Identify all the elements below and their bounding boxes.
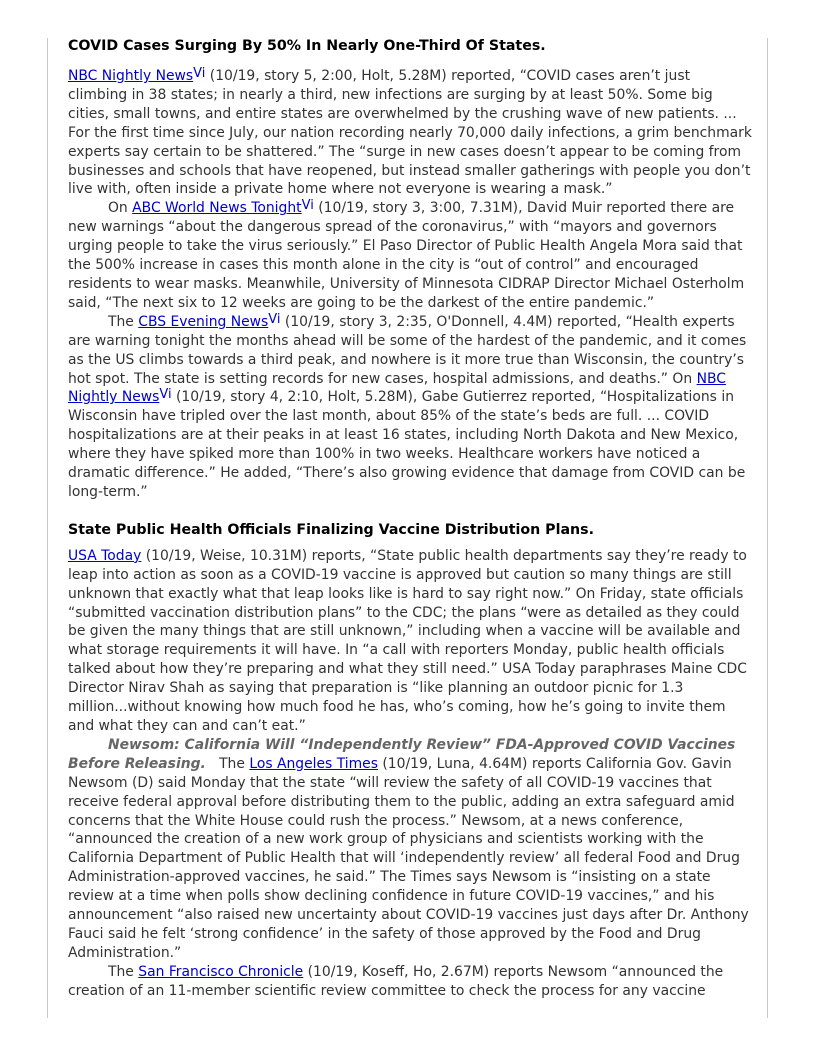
- paragraph-text: (10/19, story 4, 2:10, Holt, 5.28M), Gabe Gutierrez reported, “Hospitalizations in Wisconsin have tripled over the last month, about 85% of the state’s beds are full. ... COVID hospitalizations are at their peaks in at least 16 states, including North Dakota and New Mexico, where they have spiked more than 100% in two weeks. Healthcare workers have noticed a dramatic difference.” He added, “There’s also growing evidence that damage from COVID can be long-term.”: [68, 389, 746, 500]
- source-link-nbc-nightly-news-2[interactable]: NBC Nightly News: [68, 370, 726, 406]
- source-link-nbc-nightly-news[interactable]: NBC Nightly News: [68, 68, 194, 84]
- page-content: [68, 36, 752, 1001]
- paragraph-sf-chronicle: [68, 963, 752, 1001]
- paragraph-text: (10/19, Luna, 4.64M) reports California Gov. Gavin Newsom (D) said Monday that the state “will review the safety of all COVID-19 vaccines that receive federal approval before distributing them to the public, adding an extra safeguard amid concerns that the White House could rush the process.” Newsom, at a news conference, “announced the creation of a new work group of physicians and scientists working with the California Department of Public Health that will ‘independently review’ all federal Food and Drug Administration-approved vaccines, he said.” The Times says Newsom is “insisting on a state review at a time when polls show declining confidence in future COVID-19 vaccines,” and his announcement “also raised new uncertainty about COVID-19 vaccines just days after Dr. Anthony Fauci said he felt ‘strong confidence’ in the safety of those approved by the Food and Drug Administration.”: [68, 755, 749, 961]
- video-marker[interactable]: Vi: [193, 66, 206, 81]
- paragraph-lead: The: [205, 755, 250, 772]
- paragraph-text: (10/19, story 3, 2:35, O'Donnell, 4.4M) reported, “Health experts are warning tonight the months ahead will be some of the hardest of the pandemic, and it comes as the US climbs towards a third peak, and nowhere is it more true than Wisconsin, the country’s hot spot. The state is setting records for new cases, hospital admissions, and deaths.” On: [68, 313, 747, 387]
- paragraph-text: (10/19, story 5, 2:00, Holt, 5.28M) reported, “COVID cases aren’t just climbing in 38 states; in nearly a third, new infections are surging by at least 50%. Some big cities, small towns, and entire states are overwhelmed by the crushing wave of new patients. ... For the first time since July, our nation recording nearly 70,000 daily infections, a grim benchmark experts say certain to be shattered.” The “surge in new cases doesn’t appear to be coming from businesses and schools that have reopened, but instead smaller gatherings with people you don’t live with, often inside a private home where not everyone is wearing a mask.”: [68, 68, 752, 198]
- paragraph-cbs-wisconsin: [68, 313, 752, 502]
- section-heading-covid-surge: COVID Cases Surging By 50% In Nearly One-Third Of States.: [68, 38, 546, 54]
- subheading-newsom: Newsom: California Will “Independently Review” FDA-Approved COVID Vaccines Before Releasing.: [68, 736, 736, 772]
- paragraph-text: (10/19, Koseff, Ho, 2.67M) reports Newsom “announced the creation of an 11-member scientific review committee to check the process for any vaccine: [68, 963, 724, 999]
- paragraph-text: (10/19, story 3, 3:00, 7.31M), David Muir reported there are new warnings “about the dangerous spread of the coronavirus,” with “mayors and governors urging people to take the virus seriously.” El Paso Director of Public Health Angela Mora said that the 500% increase in cases this month alone in the city is “out of control” and encouraged residents to wear masks. Meanwhile, University of Minnesota CIDRAP Director Michael Osterholm said, “The next six to 12 weeks are going to be the darkest of the entire pandemic.”: [68, 200, 745, 311]
- source-link-usa-today[interactable]: USA Today: [68, 547, 142, 564]
- section-heading-vaccine-plans: State Public Health Officials Finalizing Vaccine Distribution Plans.: [68, 521, 594, 538]
- video-marker[interactable]: Vi: [301, 198, 314, 214]
- source-link-abc-world-news-tonight[interactable]: ABC World News Tonight: [132, 200, 302, 217]
- paragraph-lead: The: [108, 313, 139, 330]
- paragraph-lead: The: [108, 963, 139, 980]
- paragraph-usa-today: [68, 547, 752, 736]
- source-link-los-angeles-times[interactable]: Los Angeles Times: [249, 755, 378, 772]
- source-link-san-francisco-chronicle[interactable]: San Francisco Chronicle: [138, 963, 304, 980]
- paragraph-newsom-la-times: [68, 736, 752, 963]
- paragraph-abc-warnings: [68, 199, 752, 312]
- paragraph-text: (10/19, Weise, 10.31M) reports, “State public health departments say they’re ready to leap into action as soon as a COVID-19 vaccine is approved but caution so many things are still unknown that exactly what that leap looks like is hard to say right now.” On Friday, state officials “submitted vaccination distribution plans” to the CDC; the plans “were as detailed as they could be given the many things that are still unknown,” including when a vaccine will be available and what storage requirements it will have. In “a call with reporters Monday, public health officials talked about how they’re preparing and what they still need.” USA Today paraphrases Maine CDC Director Nirav Shah as saying that preparation is “like planning an outdoor picnic for 1.3 million...without knowing how much food he has, who’s coming, how he’s going to invite them and what they can and can’t eat.”: [68, 547, 747, 734]
- paragraph-lead: On: [108, 200, 133, 217]
- video-marker[interactable]: Vi: [268, 311, 281, 327]
- left-margin-rule: [47, 38, 48, 1018]
- video-marker[interactable]: Vi: [159, 387, 172, 403]
- right-margin-rule: [767, 38, 768, 1018]
- paragraph-nbc-surge: [68, 67, 752, 199]
- source-link-cbs-evening-news[interactable]: CBS Evening News: [138, 313, 269, 330]
